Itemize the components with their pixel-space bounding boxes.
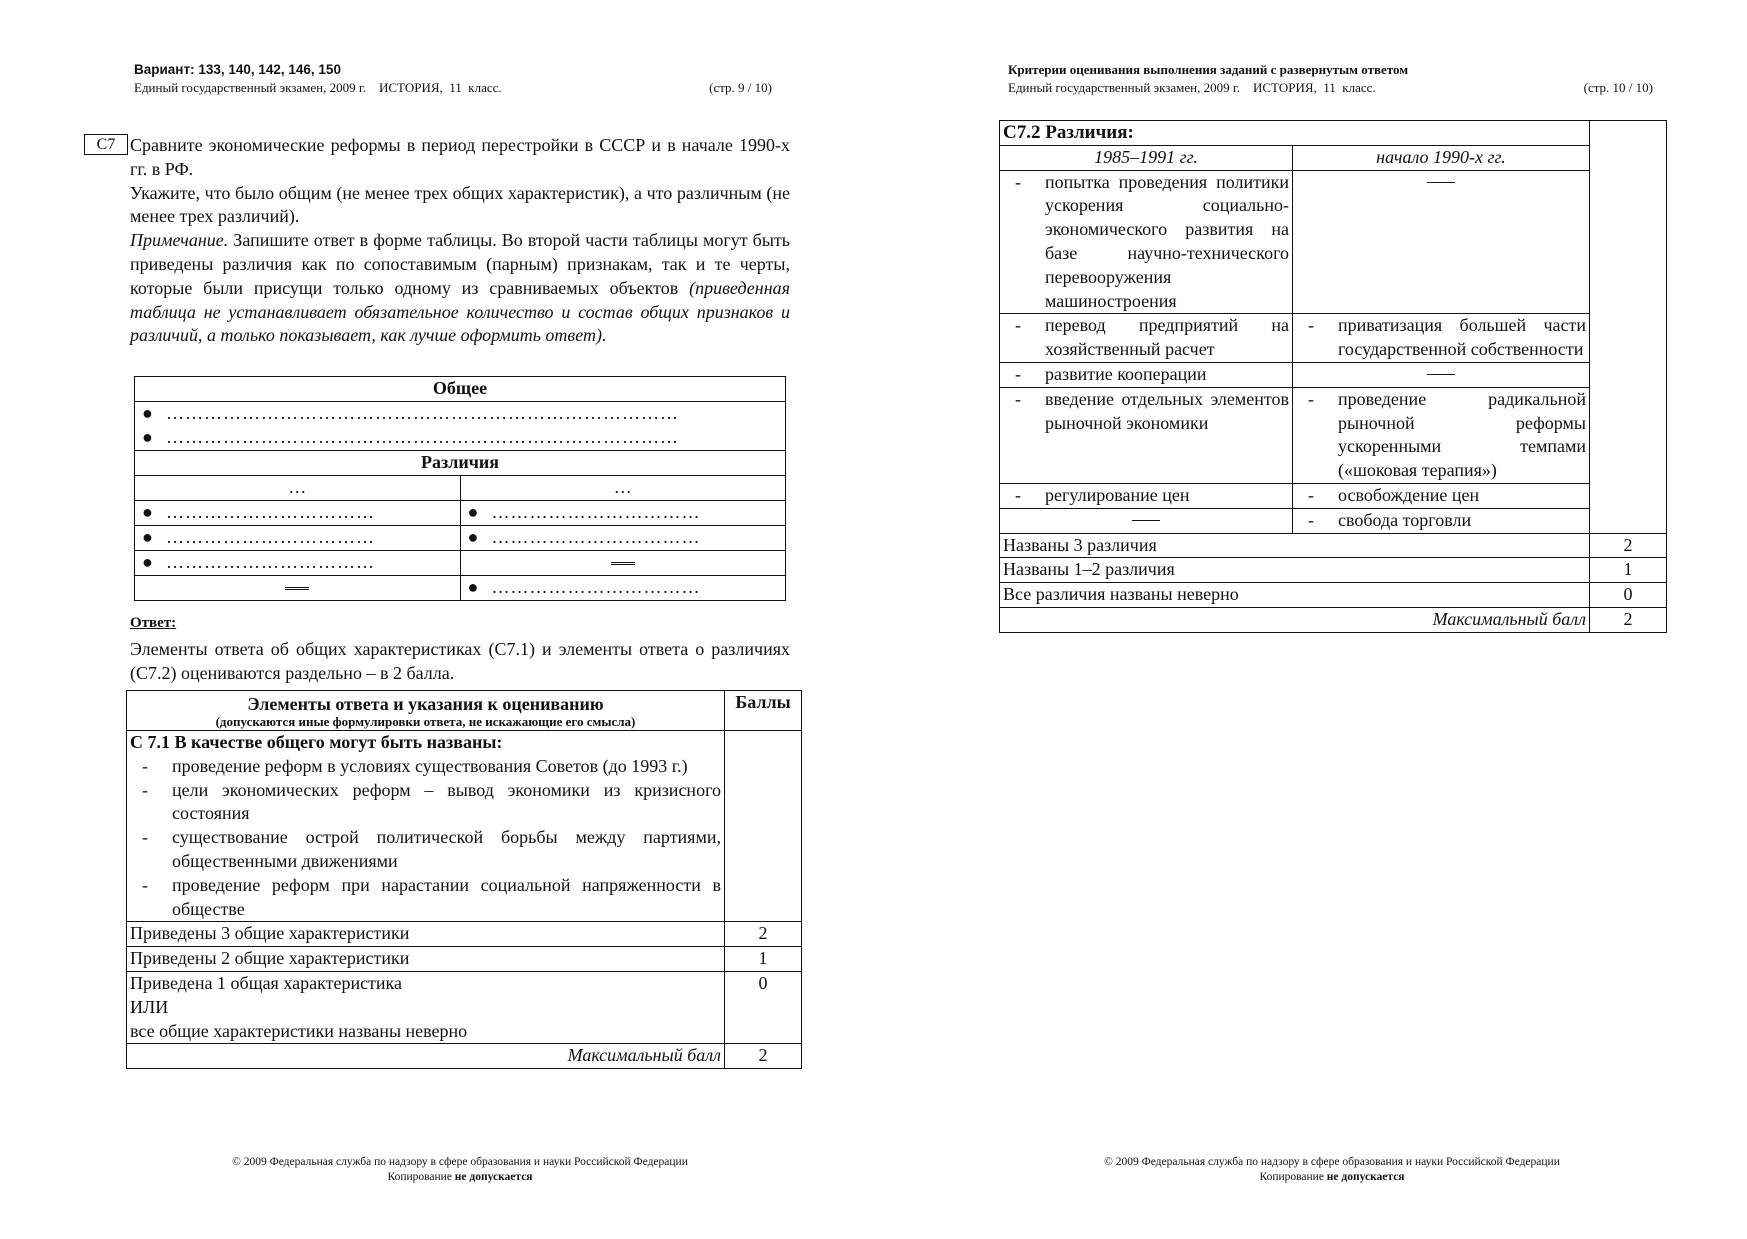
diff-cell: - попытка проведения политики ускорения социально-экономического развития на базе научно-технического перевооружения машиностроения xyxy=(1000,170,1293,314)
footer-left: © 2009 Федеральная служба по надзору в сфере образования и науки Российской Федерации Копирование не допускается xyxy=(232,1156,688,1183)
differences-table xyxy=(999,120,1667,633)
diff-cell: - развитие кооперации xyxy=(1000,362,1293,387)
common-criteria: С 7.1 В качестве общего могут быть названы: - проведение реформ в условиях существования Советов (до 1993 г.) - цели экономических реформ – вывод экономики из кризисного состояния - существование острой политической борьбы между партиями, общественными движениями - проведение реформ при нарастании социальной напряженности в обществе xyxy=(127,731,725,922)
common-line: ● ……………………………………………………………………… xyxy=(135,426,786,450)
common-line: ● ……………………………………………………………………… xyxy=(135,402,786,426)
diff-line: ● …………………………… xyxy=(460,575,786,600)
score-points: 1 xyxy=(725,947,802,972)
exam-header: Единый государственный экзамен, 2009 г. ИСТОРИЯ, 11 класс. xyxy=(134,80,502,95)
diff-cell: - регулирование цен xyxy=(1000,483,1293,508)
score-row-text: Названы 1–2 различия xyxy=(1000,558,1590,583)
max-score-label: Максимальный балл xyxy=(127,1044,725,1069)
section-title: С7.2 Различия: xyxy=(1000,121,1590,146)
criteria-title: Критерии оценивания выполнения заданий с развернутым ответом xyxy=(1008,62,1409,77)
diff-col-head: … xyxy=(135,475,461,500)
criteria-item: цели экономических реформ – вывод экономики из кризисного состояния xyxy=(172,779,721,824)
diff-line: ● …………………………… xyxy=(135,550,461,575)
grading-header: Элементы ответа и указания к оцениванию (допускаются иные формулировки ответа, не искажающие его смысла) xyxy=(127,691,725,731)
empty-cell xyxy=(1000,508,1293,533)
criteria-item: проведение реформ при нарастании социальной напряженности в обществе xyxy=(172,874,721,919)
empty-cell xyxy=(1293,362,1590,387)
answer-label: Ответ: xyxy=(130,615,177,631)
page-ref: (стр. 10 / 10) xyxy=(1583,80,1653,95)
col-head: 1985–1991 гг. xyxy=(1000,145,1293,170)
max-score: 2 xyxy=(1590,607,1667,632)
criteria-item: проведение реформ в условиях существования Советов (до 1993 г.) xyxy=(172,755,688,776)
diff-cell: - перевод предприятий на хозяйственный расчет xyxy=(1000,314,1293,363)
diff-cell: - приватизация большей части государственной собственности xyxy=(1293,314,1590,363)
note-text: Запишите ответ в форме таблицы. Во второй части таблицы могут быть приведены различия как по сопоставимым (парным) признакам, так и те черты, которые были присущи только одному из сравниваемых объектов xyxy=(130,230,790,298)
diff-title: Различия xyxy=(135,450,786,475)
points-header: Баллы xyxy=(725,691,802,731)
grading-table xyxy=(126,690,802,1069)
task-line: Сравните экономические реформы в период перестройки в СССР и в начале 1990-х гг. в РФ. xyxy=(130,135,790,179)
task-note xyxy=(130,229,790,348)
score-points: 2 xyxy=(725,922,802,947)
note-italic: (приведенная таблица не устанавливает обязательное количество и состав общих признаков и различий, а только показывает, как лучше оформить ответ). xyxy=(130,277,790,346)
max-score: 2 xyxy=(725,1044,802,1069)
answer-text: Элементы ответа об общих характеристиках (С7.1) и элементы ответа о различиях (С7.2) оцениваются раздельно – в 2 балла. xyxy=(130,639,790,683)
task-line: Укажите, что было общим (не менее трех общих характеристик), а что различным (не менее трех различий). xyxy=(130,182,790,227)
diff-line: ● …………………………… xyxy=(460,500,786,525)
score-points: 1 xyxy=(1590,558,1667,583)
score-row-text: Названы 3 различия xyxy=(1000,533,1590,558)
score-row-text: Приведены 2 общие характеристики xyxy=(127,947,725,972)
score-row-text: Все различия названы неверно xyxy=(1000,583,1590,608)
max-score-label: Максимальный балл xyxy=(1000,607,1590,632)
diff-cell: - введение отдельных элементов рыночной экономики xyxy=(1000,387,1293,483)
criteria-item: существование острой политической борьбы между партиями, общественными движениями xyxy=(172,827,721,871)
empty-cell xyxy=(460,550,786,575)
diff-cell: - освобождение цен xyxy=(1293,483,1590,508)
empty-cell xyxy=(1293,170,1590,314)
diff-cell: - свобода торговли xyxy=(1293,508,1590,533)
score-points: 2 xyxy=(1590,533,1667,558)
diff-cell: - проведение радикальной рыночной реформы ускоренными темпами («шоковая терапия») xyxy=(1293,387,1590,483)
diff-line: ● …………………………… xyxy=(135,525,461,550)
note-label: Примечание. xyxy=(130,230,229,251)
score-points: 0 xyxy=(725,971,802,1043)
task-code-box: С7 xyxy=(84,134,128,155)
diff-line: ● …………………………… xyxy=(135,500,461,525)
col-head: начало 1990-х гг. xyxy=(1293,145,1590,170)
empty-cell xyxy=(135,575,461,600)
exam-header: Единый государственный экзамен, 2009 г. ИСТОРИЯ, 11 класс. xyxy=(1008,80,1376,95)
common-title: Общее xyxy=(135,377,786,402)
score-points: 0 xyxy=(1590,583,1667,608)
answer-form-table xyxy=(134,376,786,601)
footer-right: © 2009 Федеральная служба по надзору в сфере образования и науки Российской Федерации Копирование не допускается xyxy=(1104,1156,1560,1183)
page-ref: (стр. 9 / 10) xyxy=(709,80,772,95)
diff-col-head: … xyxy=(460,475,786,500)
diff-line: ● …………………………… xyxy=(460,525,786,550)
variant-header: Вариант: 133, 140, 142, 146, 150 xyxy=(134,62,341,77)
score-row-text: Приведена 1 общая характеристика ИЛИ все общие характеристики названы неверно xyxy=(127,971,725,1043)
task-text xyxy=(130,134,790,348)
score-row-text: Приведены 3 общие характеристики xyxy=(127,922,725,947)
